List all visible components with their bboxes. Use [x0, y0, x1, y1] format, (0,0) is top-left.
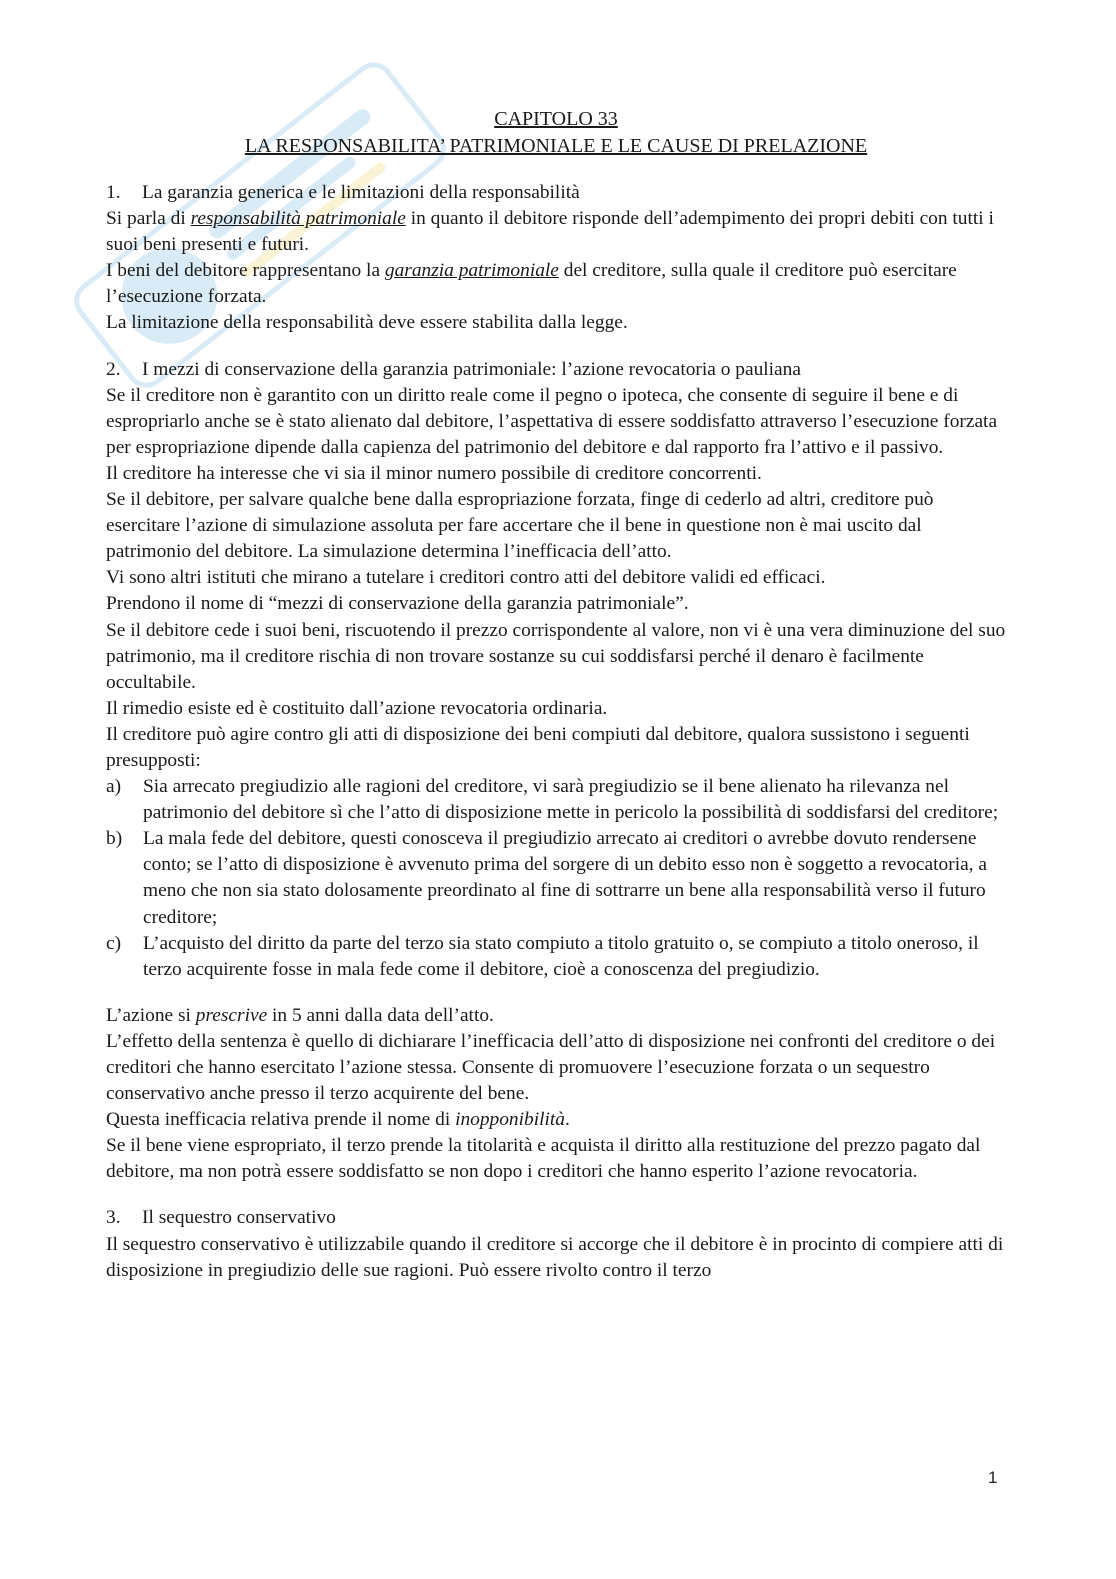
term-inopponibilita: inopponibilità	[455, 1109, 565, 1131]
section-2-heading	[106, 357, 1006, 383]
section-2-paragraph: Vi sono altri istituti che mirano a tutelare i creditori contro atti del debitore validi ed efficaci.	[106, 567, 826, 589]
chapter-title: LA RESPONSABILITA’ PATRIMONIALE E LE CAUSE DI PRELAZIONE	[244, 135, 868, 157]
list-item-text: Sia arrecato pregiudizio alle ragioni del creditore, vi sarà pregiudizio se il bene alienato ha rilevanza nel patrimonio del debitore sì che l’atto di disposizione mette in pericolo la possibilità di soddisfarsi del creditore;	[143, 776, 999, 824]
list-item	[106, 931, 1006, 983]
list-marker: b)	[106, 828, 123, 850]
text-span: in 5 anni dalla data dell’atto.	[267, 1004, 494, 1026]
section-1-paragraph-1	[106, 206, 1006, 258]
section-2-after-paragraph-2: L’effetto della sentenza è quello di dichiarare l’inefficacia dell’atto di disposizione nei confronti del creditore o dei creditori che hanno esercitato l’azione stessa. Consente di promuovere l’esecuzione forzata o un sequestro conservativo anche presso il terzo acquirente del bene.	[106, 1030, 996, 1105]
section-1-paragraph-3: La limitazione della responsabilità deve essere stabilita dalla legge.	[106, 312, 628, 334]
text-span: .	[564, 1109, 570, 1131]
section-2-paragraph: Il creditore ha interesse che vi sia il minor numero possibile di creditore concorrenti.	[106, 462, 762, 484]
section-2-title: I mezzi di conservazione della garanzia patrimoniale: l’azione revocatoria o pauliana	[142, 358, 801, 380]
document-page	[106, 106, 1006, 1284]
list-item-text: L’acquisto del diritto da parte del terzo sia stato compiuto a titolo gratuito o, se compiuto a titolo oneroso, il terzo acquirente fosse in mala fede come il debitore, cioè a conoscenza del pregiudizio.	[143, 932, 979, 980]
list-item	[106, 826, 1006, 930]
section-1-number: 1.	[106, 182, 121, 203]
section-2-paragraph: Il rimedio esiste ed è costituito dall’azione revocatoria ordinaria.	[106, 697, 608, 719]
term-responsabilita-patrimoniale: responsabilità patrimoniale	[190, 208, 406, 230]
section-2-number: 2.	[106, 358, 121, 380]
section-2-paragraph: Se il creditore non è garantito con un diritto reale come il pegno o ipoteca, che consente di seguire il bene e di espropriarlo anche se è stato alienato dal debitore, l’aspettativa di essere soddisfatto attraverso l’esecuzione forzata per espropriazione dipende dalla capienza del patrimonio del debitore e dal rapporto fra l’attivo e il passivo.	[106, 384, 998, 458]
text-span: Questa inefficacia relativa prende il nome di	[106, 1109, 456, 1131]
section-2-after-paragraph-4: Se il bene viene espropriato, il terzo prende la titolarità e acquista il diritto alla restituzione del prezzo pagato dal debitore, ma non potrà essere soddisfatto se non dopo i creditori che hanno esperito l’azione revocatoria.	[106, 1135, 981, 1183]
list-item	[106, 774, 1006, 826]
section-2-after-paragraph-3	[106, 1107, 1006, 1133]
text-span: del creditore, sulla quale il creditore può esercitare l’esecuzione forzata.	[106, 260, 957, 308]
section-1-paragraph-2	[106, 258, 1006, 310]
section-1-heading	[106, 180, 1006, 206]
text-span: L’azione si	[106, 1004, 196, 1026]
section-2-after-paragraph-1	[106, 1003, 1006, 1029]
text-span: I beni del debitore rappresentano la	[106, 260, 385, 282]
section-3-title: Il sequestro conservativo	[142, 1207, 336, 1229]
term-prescrive: prescrive	[195, 1004, 268, 1026]
list-marker: a)	[106, 776, 122, 798]
list-item-text: La mala fede del debitore, questi conosceva il pregiudizio arrecato ai creditori o avrebbe dovuto rendersene conto; se l’atto di disposizione è avvenuto prima del sorgere di un debito esso non è soggetto a revocatoria, a meno che non sia stato dolosamente preordinato al fine di sottrarre un bene alla responsabilità verso il futuro creditore;	[143, 828, 987, 928]
section-2-paragraph: Se il debitore, per salvare qualche bene dalla espropriazione forzata, finge di cederlo ad altri, creditore può esercitare l’azione di simulazione assoluta per fare accertare che il bene in questione non è mai uscito dal patrimonio del debitore. La simulazione determina l’inefficacia dell’atto.	[106, 489, 934, 563]
chapter-number: CAPITOLO 33	[494, 108, 618, 130]
term-garanzia-patrimoniale: garanzia patrimoniale	[384, 260, 559, 282]
page-number: 1	[988, 1468, 998, 1487]
section-3-number: 3.	[106, 1207, 121, 1229]
list-marker: c)	[106, 932, 122, 954]
section-2-paragraph: Il creditore può agire contro gli atti di disposizione dei beni compiuti dal debitore, qualora sussistono i seguenti presupposti:	[106, 723, 970, 771]
section-3-paragraph-1: Il sequestro conservativo è utilizzabile quando il creditore si accorge che il debitore è in procinto di compiere atti di disposizione in pregiudizio delle sue ragioni. Può essere rivolto contro il terzo	[106, 1233, 1004, 1281]
requirements-list	[106, 774, 1006, 983]
text-span: in quanto il debitore risponde dell’adempimento dei propri debiti con tutti i suoi beni presenti e futuri.	[106, 208, 994, 256]
section-1-title: La garanzia generica e le limitazioni della responsabilità	[142, 182, 580, 203]
section-2-paragraph: Se il debitore cede i suoi beni, riscuotendo il prezzo corrispondente al valore, non vi è una vera diminuzione del suo patrimonio, ma il creditore rischia di non trovare sostanze su cui soddisfarsi perché il denaro è facilmente occultabile.	[106, 619, 1006, 693]
text-span: Si parla di	[106, 208, 191, 230]
section-2-paragraph: Prendono il nome di “mezzi di conservazione della garanzia patrimoniale”.	[106, 593, 689, 615]
section-3-heading	[106, 1205, 1006, 1231]
